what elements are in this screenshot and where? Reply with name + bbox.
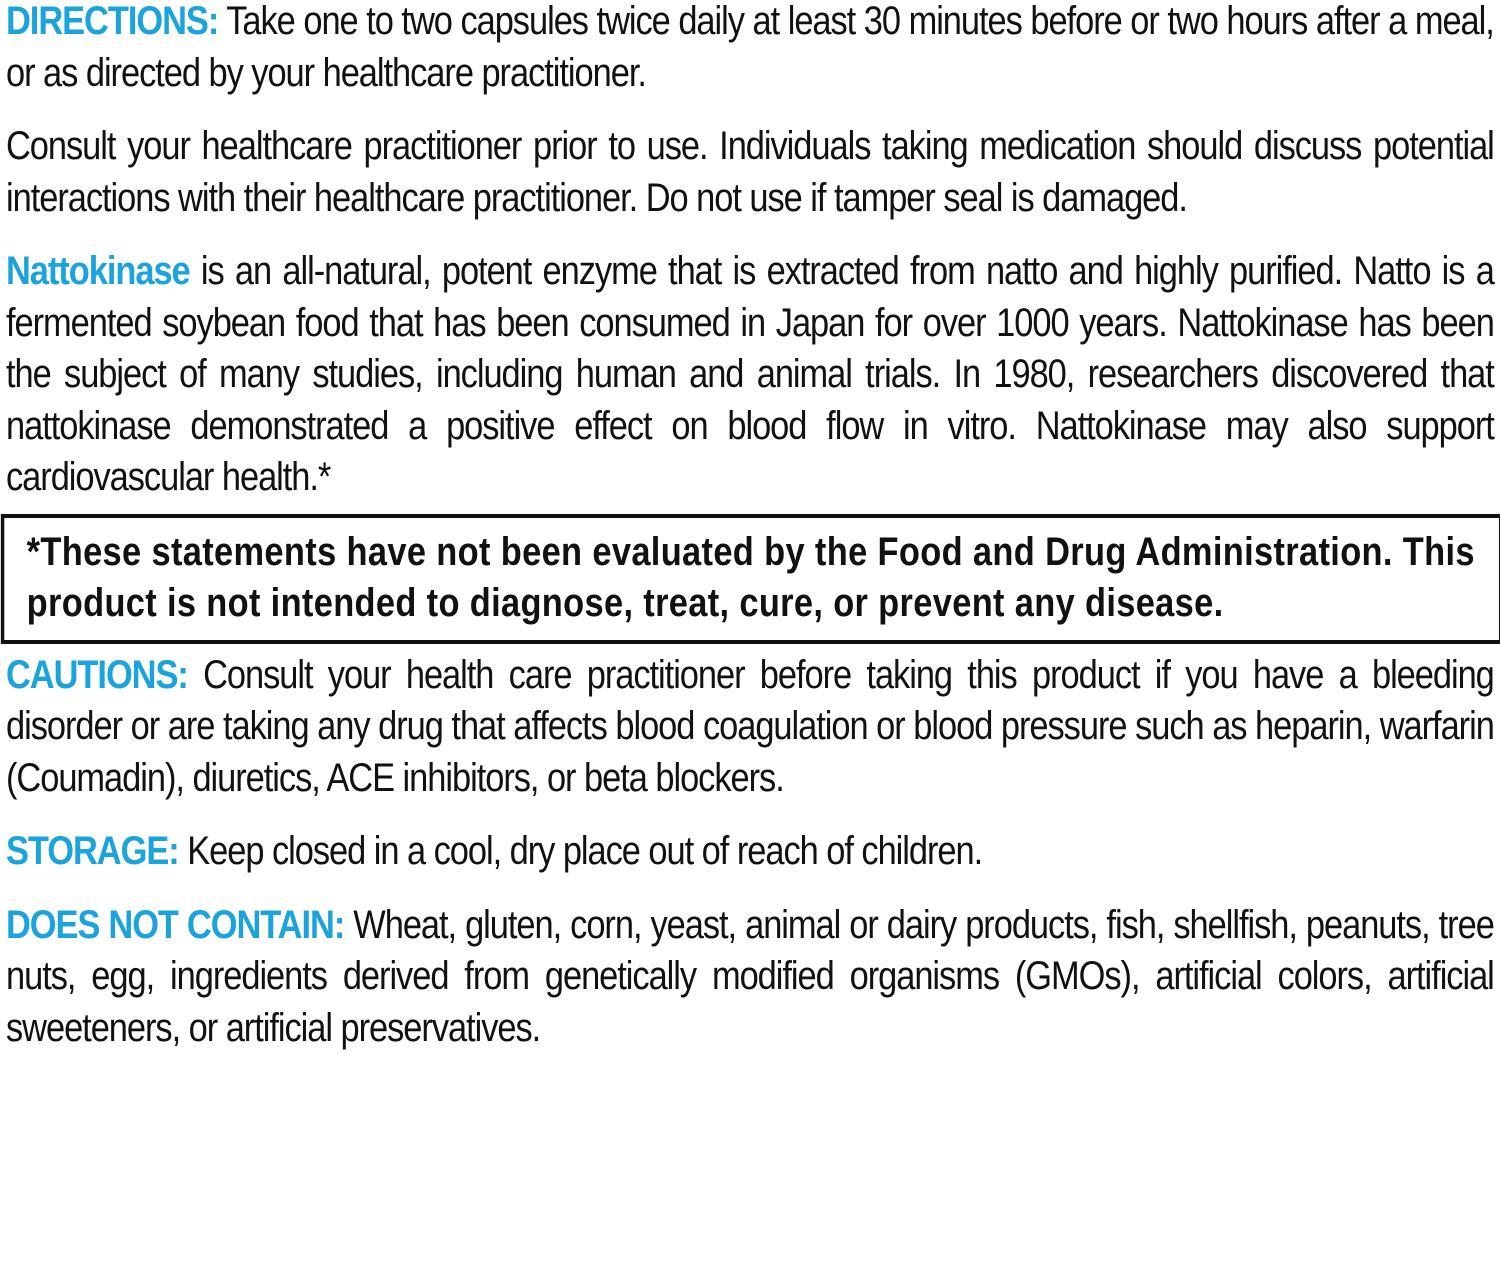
storage-text: Keep closed in a cool, dry place out of reach of children.	[187, 829, 983, 873]
storage-paragraph	[6, 826, 1494, 878]
does-not-contain-paragraph	[6, 900, 1494, 1055]
nattokinase-paragraph	[6, 246, 1494, 504]
consult-text: Consult your healthcare practitioner prior to use. Individuals taking medication should discuss potential interactions with their healthcare practitioner. Do not use if tamper seal is damaged.	[6, 124, 1494, 220]
cautions-heading: CAUTIONS:	[6, 652, 188, 697]
fda-disclaimer-text: *These statements have not been evaluated by the Food and Drug Administration. This product is not intended to diagnose, treat, cure, or prevent any disease.	[26, 529, 1475, 625]
does-not-contain-text: Wheat, gluten, corn, yeast, animal or dairy products, fish, shellfish, peanuts, tree nuts, egg, ingredients derived from genetically modified organisms (GMOs), artificial colors, artificial sweeteners, or artificial preservatives.	[6, 902, 1494, 1050]
does-not-contain-heading: DOES NOT CONTAIN:	[6, 902, 345, 947]
directions-paragraph	[6, 0, 1494, 99]
directions-text: Take one to two capsules twice daily at least 30 minutes before or two hours after a meal, or as directed by your healthcare practitioner.	[6, 0, 1494, 95]
directions-heading: DIRECTIONS:	[6, 0, 219, 43]
nattokinase-text: is an all-natural, potent enzyme that is extracted from natto and highly purified. Natto is a fermented soybean food that has been consumed in Japan for over 1000 years. Nattokinase has been the subject of many studies, including human and animal trials. In 1980, researchers discovered that nattokinase demonstrated a positive effect on blood flow in vitro. Nattokinase may also support cardiovascular health.*	[6, 249, 1494, 499]
consult-paragraph	[6, 121, 1494, 224]
cautions-paragraph	[6, 650, 1494, 805]
supplement-label-text	[6, 0, 1494, 1054]
nattokinase-heading: Nattokinase	[6, 249, 190, 293]
fda-disclaimer-box	[1, 514, 1500, 644]
storage-heading: STORAGE:	[6, 829, 179, 873]
cautions-text: Consult your health care practitioner before taking this product if you have a bleeding disorder or are taking any drug that affects blood coagulation or blood pressure such as heparin, warfarin (Coumadin), diuretics, ACE inhibitors, or beta blockers.	[6, 652, 1494, 800]
